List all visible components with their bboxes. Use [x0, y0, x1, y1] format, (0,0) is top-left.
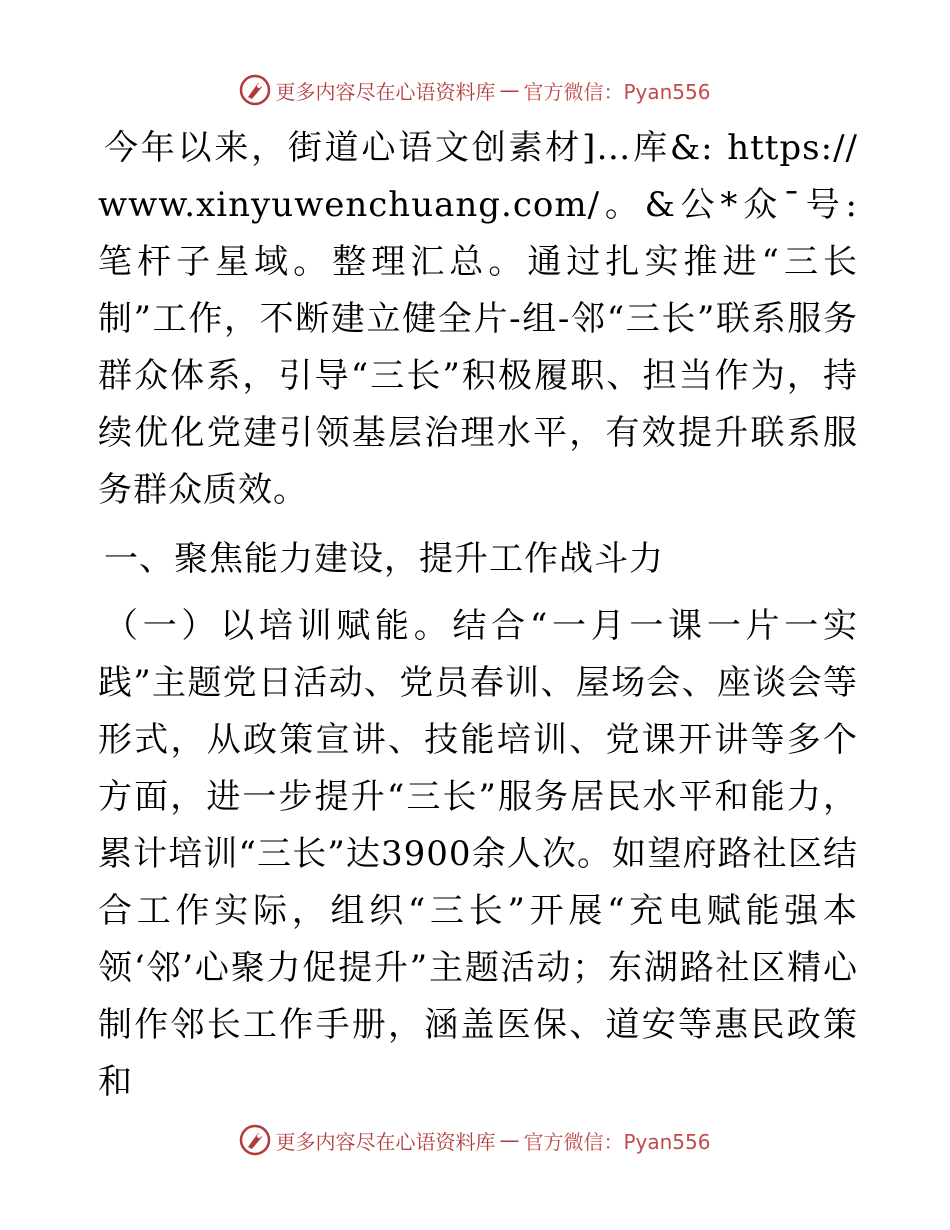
header-watermark [0, 74, 950, 106]
watermark-separator: — [499, 1128, 520, 1152]
intro-paragraph: 今年以来，街道心语文创素材]…库&: https://www.xinyuwenchuang.com/。&公*众¯号: 笔杆子星域。整理汇总。通过扎实推进“三长制”工作，不断建立健全片-组-邻“三长”联系服务群众体系，引导“三长”积极履职、担当作为，持续优化党建引领基层治理水平，有效提升联系服务群众质效。 [98, 128, 858, 510]
footer-watermark [0, 1124, 950, 1156]
watermark-contact: 官方微信：Pyan556 [523, 79, 711, 104]
pen-nib-logo-icon [239, 1124, 271, 1156]
document-body [98, 120, 858, 1111]
section-heading: 一、聚焦能力建设，提升工作战斗力 [104, 539, 664, 579]
watermark-contact: 官方微信：Pyan556 [523, 1129, 711, 1154]
watermark-text: 更多内容尽在心语资料库 [275, 79, 496, 104]
subsection-paragraph: （一）以培训赋能。结合“一月一课一片一实践”主题党日活动、党员春训、屋场会、座谈会等形式，从政策宣讲、技能培训、党课开讲等多个方面，进一步提升“三长”服务居民水平和能力，累计培训“三长”达3900余人次。如望府路社区结合工作实际，组织“三长”开展“充电赋能强本领‘邻’心聚力促提升”主题活动；东湖路社区精心制作邻长工作手册，涵盖医保、道安等惠民政策和 [98, 606, 858, 1102]
pen-nib-logo-icon [239, 74, 271, 106]
watermark-text: 更多内容尽在心语资料库 [275, 1129, 496, 1154]
watermark-separator: — [499, 78, 520, 102]
